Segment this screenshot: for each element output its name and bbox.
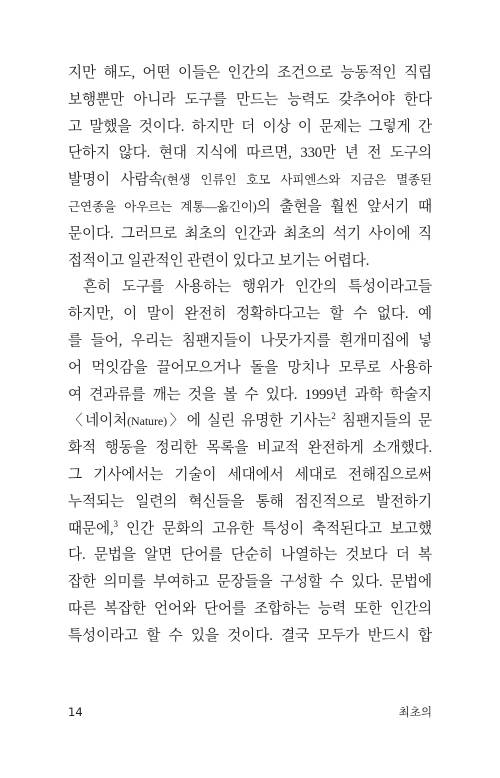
line-text: 그 기사에서는 기술이 세대에서 세대로 전해짐으로써 [68,466,432,483]
line-text: 흔히 도구를 사용하는 행위가 인간의 특성이라고들 [83,279,432,296]
text-line [68,382,432,409]
text-line [68,301,432,328]
line-text: 어 먹잇감을 끌어모으거나 돌을 망치나 모루로 사용하 [68,359,432,376]
running-head: 최초의 [398,705,432,719]
line-text: 따른 복잡한 언어와 단어를 조합하는 능력 또한 인간의 [68,600,432,617]
text-line [68,328,432,355]
text-line [68,489,432,516]
body-text [68,60,432,650]
line-text: 단하지 않다. 현대 지식에 따르면, 330만 년 전 도구의 [68,145,432,162]
line-text: 여 견과류를 깨는 것을 볼 수 있다. 1999년 과학 학술지 [68,386,432,403]
line-text: 화적 행동을 정리한 목록을 비교적 완전하게 소개했다. [68,440,432,457]
line-text: 지만 해도, 어떤 이들은 인간의 조건으로 능동적인 직립 [68,65,432,81]
line-text: 문이다. 그러므로 최초의 인간과 최초의 석기 사이에 직 [68,225,432,242]
text-line [68,274,432,301]
text-line [68,435,432,462]
line-text: 잡한 의미를 부여하고 문장들을 구성할 수 있다. 문법에 [68,574,432,591]
line-text: 누적되는 일련의 혁신들을 통해 점진적으로 발전하기 [68,493,432,510]
text-line [68,462,432,489]
paragraph [68,274,432,649]
text-line [68,355,432,382]
text-line [68,140,432,167]
text-line [68,87,432,114]
text-line [68,194,432,221]
line-text: 를 들어, 우리는 침팬지들이 나뭇가지를 흰개미집에 넣 [68,332,432,349]
translator-note: (현생 인류인 호모 사피엔스와 지금은 멸종된 [162,173,432,188]
line-text: 다. 문법을 알면 단어를 단순히 나열하는 것보다 더 복 [68,547,432,564]
line-text: 특성이라고 할 수 있을 것이다. 결국 모두가 반드시 합 [68,627,432,644]
page-footer [68,703,432,721]
line-text: 〈네이처 [68,413,128,430]
line-text: 침팬지들의 문 [335,413,432,430]
text-line [68,516,432,543]
text-line [68,569,432,596]
text-line [68,167,432,194]
line-text: 인간 문화의 고유한 특성이 축적된다고 보고했 [117,520,432,537]
line-text: 하지만, 이 말이 완전히 정확하다고는 할 수 없다. 예 [68,306,432,323]
text-line [68,248,432,275]
translator-note: 근연종을 아우르는 계통—옮긴이) [68,199,257,214]
line-text: 의 출현을 훨씬 앞서기 때 [256,198,432,215]
line-text: 접적이고 일관적인 관련이 있다고 보기는 어렵다. [68,252,370,269]
text-line [68,408,432,435]
line-text: 발명이 사람속 [68,172,163,189]
footnote-ref: 2 [331,411,336,422]
text-line [68,114,432,141]
text-line [68,60,432,87]
line-text: 고 말했을 것이다. 하지만 더 이상 이 문제는 그렇게 간 [68,118,432,135]
text-line [68,221,432,248]
page-number: 14 [68,705,83,719]
footnote-ref: 3 [113,518,118,529]
journal-name-latin: (Nature) [127,414,167,429]
line-text: 때문에, [68,520,114,537]
text-line [68,623,432,650]
text-line [68,542,432,569]
line-text: 〉에 실린 유명한 기사는 [166,413,332,430]
paragraph [68,60,432,274]
line-text: 보행뿐만 아니라 도구를 만드는 능력도 갖추어야 한다 [68,91,432,108]
text-line [68,596,432,623]
